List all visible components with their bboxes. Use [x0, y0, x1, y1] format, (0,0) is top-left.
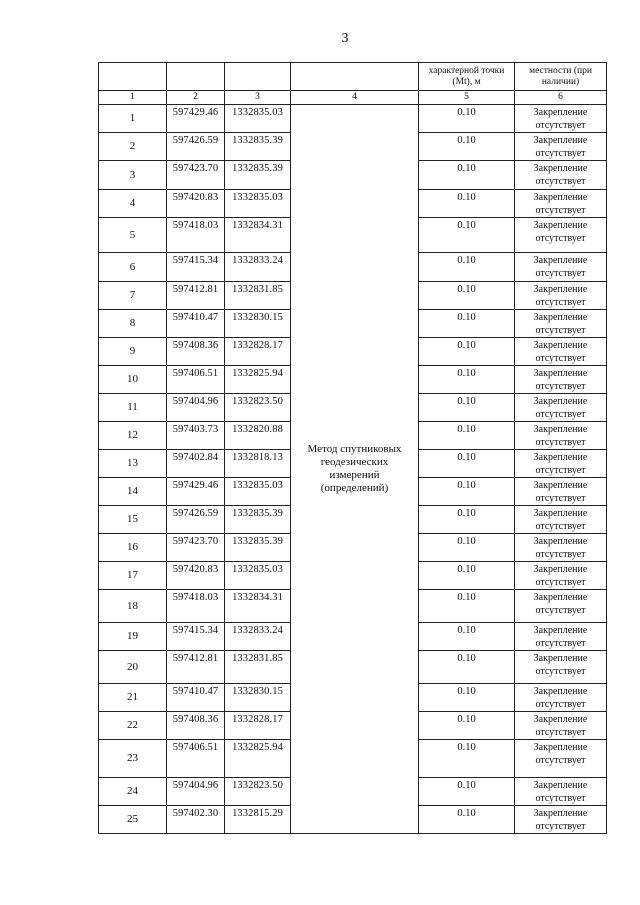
point-number: 1 — [99, 105, 167, 133]
coordinate-x: 597420.83 — [167, 190, 225, 218]
coordinate-y: 1332833.24 — [225, 623, 291, 651]
coordinate-x: 597412.81 — [167, 282, 225, 310]
coordinate-y: 1332835.03 — [225, 105, 291, 133]
accuracy-value: 0.10 — [419, 394, 515, 422]
point-number: 25 — [99, 806, 167, 834]
point-number: 5 — [99, 218, 167, 253]
accuracy-value: 0.10 — [419, 651, 515, 684]
fixing-description: Закрепление отсутствует — [515, 218, 607, 253]
table-row — [99, 105, 607, 133]
accuracy-value: 0.10 — [419, 623, 515, 651]
accuracy-value: 0.10 — [419, 712, 515, 740]
point-number: 15 — [99, 506, 167, 534]
coordinate-y: 1332823.50 — [225, 778, 291, 806]
point-number: 11 — [99, 394, 167, 422]
coordinate-y: 1332825.94 — [225, 366, 291, 394]
accuracy-value: 0.10 — [419, 740, 515, 778]
coordinate-x: 597418.03 — [167, 218, 225, 253]
coordinate-x: 597423.70 — [167, 161, 225, 190]
fixing-description: Закрепление отсутствует — [515, 506, 607, 534]
point-number: 18 — [99, 590, 167, 623]
fixing-description: Закрепление отсутствует — [515, 394, 607, 422]
fixing-description: Закрепление отсутствует — [515, 712, 607, 740]
coordinate-x: 597406.51 — [167, 366, 225, 394]
point-number: 17 — [99, 562, 167, 590]
header-cell-4 — [291, 63, 419, 91]
accuracy-value: 0.10 — [419, 422, 515, 450]
point-number: 19 — [99, 623, 167, 651]
coordinate-y: 1332835.39 — [225, 133, 291, 161]
accuracy-value: 0.10 — [419, 806, 515, 834]
coordinate-x: 597408.36 — [167, 712, 225, 740]
point-number: 3 — [99, 161, 167, 190]
fixing-description: Закрепление отсутствует — [515, 534, 607, 562]
fixing-description: Закрепление отсутствует — [515, 310, 607, 338]
coordinate-y: 1332835.03 — [225, 190, 291, 218]
accuracy-value: 0.10 — [419, 590, 515, 623]
point-number: 22 — [99, 712, 167, 740]
coordinate-y: 1332831.85 — [225, 282, 291, 310]
point-number: 16 — [99, 534, 167, 562]
coordinate-x: 597429.46 — [167, 105, 225, 133]
column-number: 5 — [419, 91, 515, 105]
coordinate-x: 597404.96 — [167, 394, 225, 422]
coordinate-y: 1332825.94 — [225, 740, 291, 778]
coordinate-y: 1332834.31 — [225, 218, 291, 253]
column-number: 6 — [515, 91, 607, 105]
point-number: 21 — [99, 684, 167, 712]
fixing-description: Закрепление отсутствует — [515, 651, 607, 684]
coordinate-x: 597410.47 — [167, 310, 225, 338]
coordinate-y: 1332820.88 — [225, 422, 291, 450]
fixing-description: Закрепление отсутствует — [515, 450, 607, 478]
point-number: 12 — [99, 422, 167, 450]
method-cell: Метод спутниковых геодезических измерений (определений) — [291, 105, 419, 834]
fixing-description: Закрепление отсутствует — [515, 422, 607, 450]
coordinate-x: 597402.30 — [167, 806, 225, 834]
coordinate-y: 1332835.39 — [225, 506, 291, 534]
accuracy-value: 0.10 — [419, 562, 515, 590]
accuracy-value: 0.10 — [419, 190, 515, 218]
accuracy-value: 0.10 — [419, 684, 515, 712]
coordinates-table — [98, 62, 607, 834]
header-fixing: местности (при наличии) — [515, 63, 607, 91]
page-number: 3 — [341, 31, 349, 46]
accuracy-value: 0.10 — [419, 478, 515, 506]
fixing-description: Закрепление отсутствует — [515, 133, 607, 161]
column-number: 3 — [225, 91, 291, 105]
header-cell-2 — [167, 63, 225, 91]
coordinate-x: 597410.47 — [167, 684, 225, 712]
coordinate-y: 1332828.17 — [225, 712, 291, 740]
accuracy-value: 0.10 — [419, 282, 515, 310]
coordinate-y: 1332815.29 — [225, 806, 291, 834]
coordinate-y: 1332835.39 — [225, 534, 291, 562]
coordinate-x: 597406.51 — [167, 740, 225, 778]
coordinate-x: 597415.34 — [167, 623, 225, 651]
point-number: 13 — [99, 450, 167, 478]
coordinate-y: 1332830.15 — [225, 684, 291, 712]
accuracy-value: 0.10 — [419, 506, 515, 534]
coordinate-x: 597418.03 — [167, 590, 225, 623]
point-number: 20 — [99, 651, 167, 684]
coordinate-x: 597408.36 — [167, 338, 225, 366]
column-number-row — [99, 91, 607, 105]
coordinate-x: 597415.34 — [167, 253, 225, 282]
coordinate-x: 597412.81 — [167, 651, 225, 684]
coordinate-x: 597426.59 — [167, 133, 225, 161]
coordinate-y: 1332835.39 — [225, 161, 291, 190]
fixing-description: Закрепление отсутствует — [515, 623, 607, 651]
accuracy-value: 0.10 — [419, 161, 515, 190]
header-accuracy: характерной точки (Mt), м — [419, 63, 515, 91]
accuracy-value: 0.10 — [419, 105, 515, 133]
accuracy-value: 0.10 — [419, 133, 515, 161]
fixing-description: Закрепление отсутствует — [515, 190, 607, 218]
accuracy-value: 0.10 — [419, 310, 515, 338]
point-number: 14 — [99, 478, 167, 506]
coordinate-y: 1332823.50 — [225, 394, 291, 422]
point-number: 7 — [99, 282, 167, 310]
coordinate-x: 597404.96 — [167, 778, 225, 806]
accuracy-value: 0.10 — [419, 534, 515, 562]
accuracy-value: 0.10 — [419, 366, 515, 394]
point-number: 2 — [99, 133, 167, 161]
fixing-description: Закрепление отсутствует — [515, 338, 607, 366]
point-number: 23 — [99, 740, 167, 778]
coordinate-x: 597423.70 — [167, 534, 225, 562]
fixing-description: Закрепление отсутствует — [515, 562, 607, 590]
coordinate-x: 597426.59 — [167, 506, 225, 534]
coordinate-x: 597403.73 — [167, 422, 225, 450]
coordinate-y: 1332818.13 — [225, 450, 291, 478]
coordinate-y: 1332830.15 — [225, 310, 291, 338]
coordinate-x: 597420.83 — [167, 562, 225, 590]
fixing-description: Закрепление отсутствует — [515, 105, 607, 133]
accuracy-value: 0.10 — [419, 253, 515, 282]
point-number: 24 — [99, 778, 167, 806]
fixing-description: Закрепление отсутствует — [515, 590, 607, 623]
accuracy-value: 0.10 — [419, 778, 515, 806]
point-number: 6 — [99, 253, 167, 282]
coordinate-x: 597429.46 — [167, 478, 225, 506]
fixing-description: Закрепление отсутствует — [515, 253, 607, 282]
accuracy-value: 0.10 — [419, 338, 515, 366]
header-cell-1 — [99, 63, 167, 91]
coordinate-x: 597402.84 — [167, 450, 225, 478]
coordinate-y: 1332831.85 — [225, 651, 291, 684]
coordinate-y: 1332828.17 — [225, 338, 291, 366]
coordinate-y: 1332835.03 — [225, 478, 291, 506]
column-number: 4 — [291, 91, 419, 105]
coordinate-y: 1332834.31 — [225, 590, 291, 623]
fixing-description: Закрепление отсутствует — [515, 478, 607, 506]
column-number: 1 — [99, 91, 167, 105]
fixing-description: Закрепление отсутствует — [515, 282, 607, 310]
fixing-description: Закрепление отсутствует — [515, 366, 607, 394]
fixing-description: Закрепление отсутствует — [515, 684, 607, 712]
point-number: 8 — [99, 310, 167, 338]
point-number: 10 — [99, 366, 167, 394]
accuracy-value: 0.10 — [419, 450, 515, 478]
header-row — [99, 63, 607, 91]
point-number: 4 — [99, 190, 167, 218]
fixing-description: Закрепление отсутствует — [515, 161, 607, 190]
coordinate-y: 1332835.03 — [225, 562, 291, 590]
fixing-description: Закрепление отсутствует — [515, 778, 607, 806]
point-number: 9 — [99, 338, 167, 366]
fixing-description: Закрепление отсутствует — [515, 740, 607, 778]
column-number: 2 — [167, 91, 225, 105]
fixing-description: Закрепление отсутствует — [515, 806, 607, 834]
coordinate-y: 1332833.24 — [225, 253, 291, 282]
header-cell-3 — [225, 63, 291, 91]
accuracy-value: 0.10 — [419, 218, 515, 253]
